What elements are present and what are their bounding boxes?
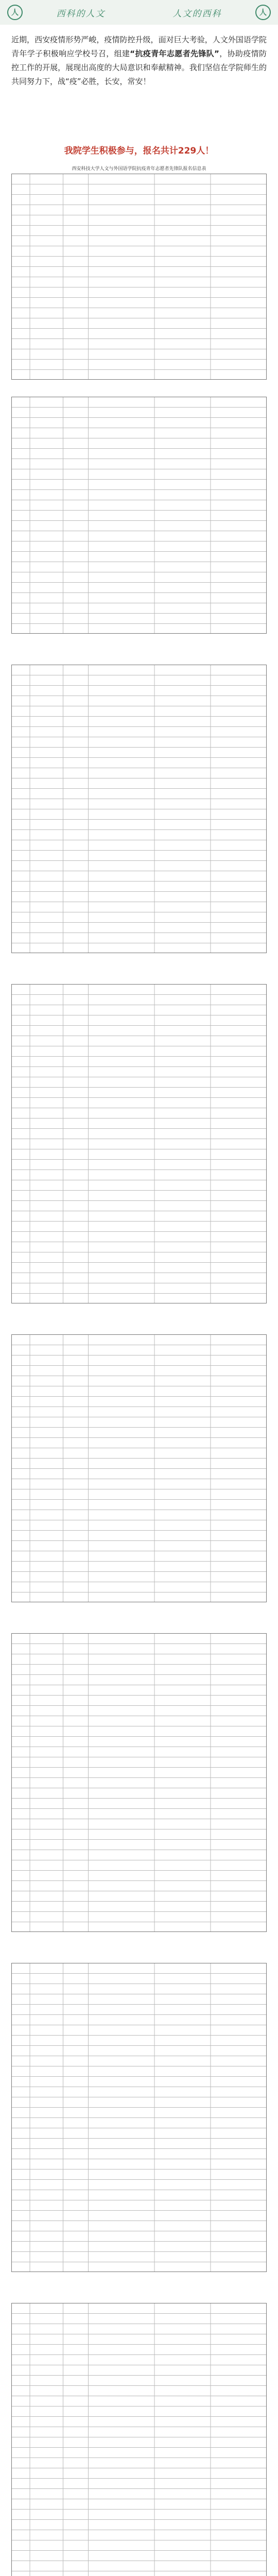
school-emblem-icon-right: 人: [255, 5, 271, 20]
roster-grid: [11, 1963, 267, 2272]
intro-paragraph: [11, 33, 267, 89]
roster-grid: [11, 397, 267, 634]
roster-table-4: [11, 984, 267, 1303]
roster-table-6: [11, 1633, 267, 1932]
roster-table-2: [11, 397, 267, 634]
roster-table-1: [11, 165, 267, 380]
roster-caption: 西安科技大学人文与外国语学院抗疫青年志愿者先锋队报名信息表: [72, 166, 206, 172]
roster-table-3: [11, 665, 267, 953]
slogan-right: 人文的西科: [172, 8, 222, 19]
roster-table-8: [11, 2303, 267, 2576]
roster-grid: [11, 1633, 267, 1932]
school-emblem-icon: 人: [7, 5, 23, 20]
slogan-left: 西科的人文: [56, 8, 106, 19]
roster-table-5: [11, 1334, 267, 1602]
header-banner: [0, 0, 278, 25]
intro-highlight: “抗疫青年志愿者先锋队”: [130, 49, 219, 58]
roster-table-7: [11, 1963, 267, 2272]
intro-text-start: 近期，西安疫情形势严峻，疫情防控升级，面对巨大考验，人文外国语学院青年学子积极响应学校号召，组建: [11, 35, 267, 58]
roster-grid: [11, 665, 267, 953]
roster-grid: [11, 2303, 267, 2576]
roster-grid: [11, 1334, 267, 1602]
signup-headline: 我院学生积极参与，报名共计229人！: [64, 146, 214, 156]
banner-slogan: [23, 6, 255, 19]
roster-grid: [11, 984, 267, 1303]
intro-text-end: ，协助疫情防控工作的开展，展现出高度的大局意识和奉献精神。我们坚信在学院师生的共同努力下，战“疫”必胜，长安，常安！: [11, 49, 267, 86]
roster-grid: [11, 174, 267, 380]
